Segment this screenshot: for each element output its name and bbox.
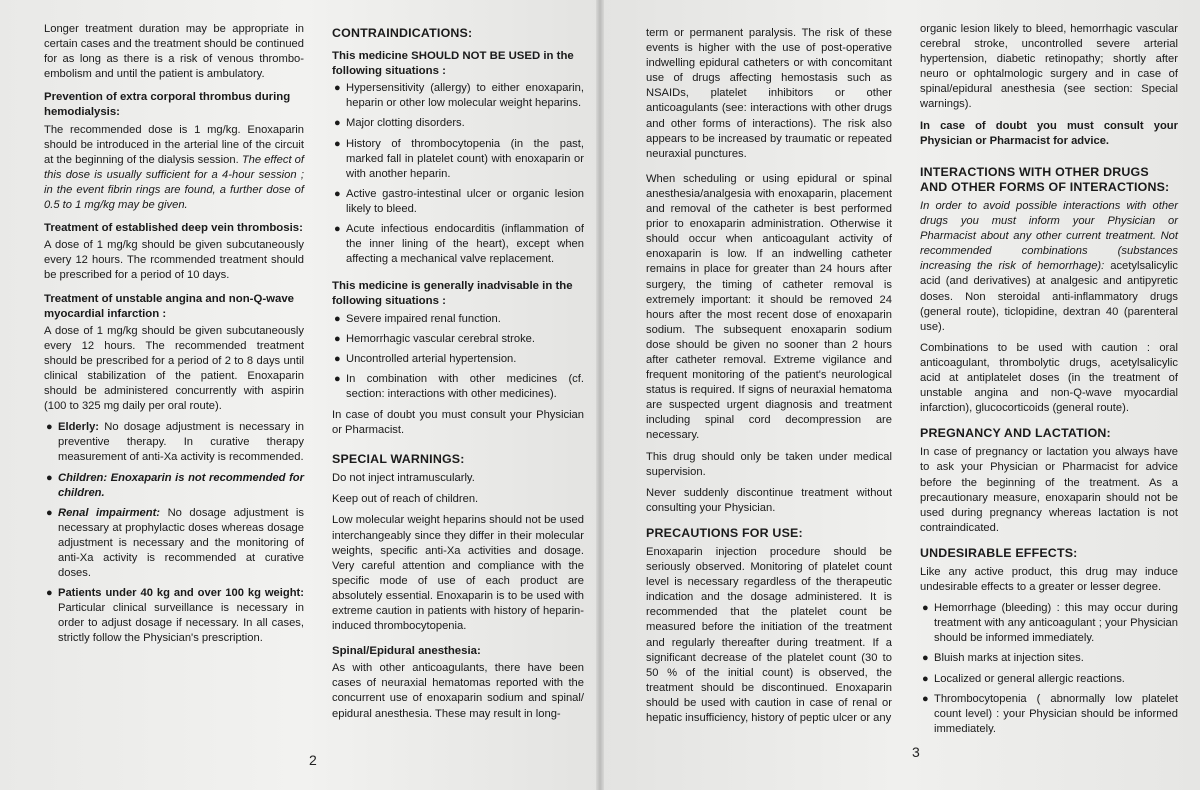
special-warnings-heading: SPECIAL WARNINGS: [332, 452, 465, 467]
scheduling-text: When scheduling or using epidural or spinal anesthesia/analgesia with enoxaparin, placement and removal of the catheter is best performed prior to enoxaparin administration. Otherwise it should occur when anticoagulant activity of enoxaparin is low. If an indwelling catheter remains in place for greater than 24 hours after surgery, the timing of catheter removal is extremely important: it should be removed 24 hours after the most recent dose of enoxaparin sodium. The subsequent enoxaparin sodium dose should be given no sooner than 2 hours after catheter removal. Extreme vigilance and frequent monitoring of the patient's neurological status is required. If signs of neuraxial hematoma are suspected urgent diagnosis and treatment including spinal cord decompression are necessary. [646, 172, 892, 442]
list-item: ● Hypersensitivity (allergy) to either enoxaparin, heparin or other low molecular weight heparins. [334, 82, 584, 110]
watermark [0, 342, 1200, 398]
dvt-text: A dose of 1 mg/kg should be given subcutaneously every 12 hours. The rcommended treatment should be prescribed for a period of 10 days. [44, 239, 304, 282]
spinal-text: As with other anticoagulants, there have been cases of neuraxial hematomas reported with the concurrent use of enoxaparin sodium and spinal/ epidural anesthesia. These may result in long- [332, 662, 584, 720]
pregnancy-text: In case of pregnancy or lactation you always have to ask your Physician or Pharmacist for advice before the beginning of the treatment. As a precautionary measure, enoxaparin should not be used during pregnancy whereas lactation is not contraindicated. [920, 446, 1178, 534]
paralysis-text: term or permanent paralysis. The risk of these events is higher with the use of post-operative indwelling epidural catheters or with concomitant use of drugs affecting hemostasis such as NSAIDs, platelet inhibitors or other anticoagulants (see: interactions with other drugs and other forms of interactions). The risk also appears to be increased by traumatic or repeated neuraxial punctures. [646, 27, 892, 160]
bullet-icon: ● [334, 117, 341, 130]
list-item: ● Hemorrhage (bleeding) : this may occur during treatment with any anticoagulant ; your Physician should be informed immediately. [922, 602, 1178, 645]
pregnancy-heading: PREGNANCY AND LACTATION: [920, 426, 1111, 441]
consult-note: In case of doubt you must consult your Physician or Pharmacist for advice. [920, 119, 1178, 147]
list-item: ● History of thrombocytopenia (in the past, marked fall in platelet count) with enoxaparin or with another heparin. [334, 137, 584, 180]
warning-1: Do not inject intramuscularly. [332, 472, 475, 485]
warning-3: Low molecular weight heparins should not be used interchangeably since they differ in their molecular weights, specific anti-Xa activities and dosage. Very careful attention and compliance with the specific mode of use of each product are absolutely essential. Enoxaparin is to be used with extreme caution in patients with history of heparin-induced thrombocytopenia. [332, 514, 584, 633]
bullet-icon: ● [334, 372, 341, 385]
list-item-children: ● Children: Enoxaparin is not recommended for children. [46, 471, 304, 499]
bullet-icon: ● [334, 312, 341, 325]
doubt-note: In case of doubt you must consult your Physician or Pharmacist. [332, 408, 584, 437]
list-item: ● Acute infectious endocarditis (inflammation of the inner lining of the heart), except when affecting a mechanical valve replacement. [334, 223, 584, 266]
list-item-elderly: ● Elderly: No dosage adjustment is necessary in preventive therapy. In curative therapy measurement of anti-Xa activity is recommended. [46, 421, 305, 464]
bullet-icon: ● [46, 421, 53, 434]
inadvisable-subheading: This medicine is generally inadvisable in the following situations : [332, 280, 573, 308]
interactions-text: In order to avoid possible interactions with other drugs you must inform your Physician or Pharmacist about any other current treatment. Not recommended combinations (substances increasing the risk of hemorrhage): acetylsalicylic acid (and derivatives) at analgesic and antipyretic doses. Non steroidal anti-inflammatory drugs (general route), ticlopidine, dextran 40 (parenteral use). [920, 199, 1178, 333]
hemodialysis-heading: Prevention of extra corporal thrombus during hemodialysis: [44, 91, 291, 119]
bullet-icon: ● [334, 187, 341, 200]
list-item: ● Major clotting disorders. [332, 116, 584, 131]
bullet-icon: ● [334, 332, 341, 345]
list-item: ● Localized or general allergic reactions. [920, 672, 1178, 687]
list-item: ● Bluish marks at injection sites. [920, 651, 1178, 666]
bullet-icon: ● [46, 506, 53, 519]
organic-lesion-text: organic lesion likely to bleed, hemorrhagic vascular cerebral stroke, uncontrolled severe arterial hypertension, diabetic retinopathy; shortly after neuro or ophtalmologic surgery and in case of spinal/epidural anesthesia (see section: Special warnings). [920, 23, 1178, 111]
bullet-icon: ● [334, 82, 341, 95]
bullet-icon: ● [46, 471, 53, 484]
contraindications-subheading: This medicine SHOULD NOT BE USED in the following situations : [332, 50, 574, 78]
dvt-heading: Treatment of established deep vein thrombosis: [44, 222, 303, 235]
discontinue-text: Never suddenly discontinue treatment without consulting your Physician. [646, 486, 892, 514]
precautions-heading: PRECAUTIONS FOR USE: [646, 525, 803, 540]
contraindications-list [332, 81, 584, 267]
list-item-weight: ● Patients under 40 kg and over 100 kg weight: Particular clinical surveillance is necessary in order to adjust dosage if necessary. In all cases, strictly follow the Physician's prescription. [46, 587, 304, 645]
bullet-icon: ● [922, 692, 929, 705]
hemodialysis-text: The recommended dose is 1 mg/kg. Enoxaparin should be introduced in the arterial line of the circuit at the beginning of the dialysis session. The effect of this dose is usually sufficient for a 4-hour session ; in the event fibrin rings are found, a further dose of 0.5 to 1 mg/kg may be given. [44, 123, 305, 212]
angina-text: A dose of 1 mg/kg should be given subcutaneously every 12 hours. The recommended treatment should be prescribed for a period of 2 to 8 days until clinical stabilization of the patient. Enoxaparin should be administered concurrently with aspirin (100 to 325 mg daily per oral route). [44, 324, 304, 413]
page-number-right: 3 [912, 744, 920, 760]
column-1 [44, 22, 304, 653]
warning-2: Keep out of reach of children. [332, 493, 479, 506]
intro-paragraph: Longer treatment duration may be appropriate in certain cases and the treatment should be continued for as long as there is a risk of venous thrombo-embolism and until the patient is ambulatory. [44, 23, 304, 81]
bullet-icon: ● [334, 352, 341, 365]
list-item: ● Uncontrolled arterial hypertension. [332, 352, 584, 367]
page-number-left: 2 [309, 752, 317, 768]
undesirable-effects-heading: UNDESIRABLE EFFECTS: [920, 545, 1078, 560]
list-item-renal: ● Renal impairment: No dosage adjustment is necessary at prophylactic doses whereas dosage adjustment is necessary and the monitoring of anti-Xa activity is recommended at curative doses. [46, 506, 304, 580]
bullet-icon: ● [922, 602, 929, 615]
bullet-icon: ● [922, 652, 929, 665]
list-item: ● Thrombocytopenia ( abnormally low platelet count level) : your Physician should be informed immediately. [922, 692, 1178, 735]
precautions-text: Enoxaparin injection procedure should be seriously observed. Monitoring of platelet count level is necessary regardless of the therapeutic indication and the dosage administered. It is recommended that the platelet count be measured before the initiation of the treatment and regularly thereafter during treatment. If a significant decrease of the platelet count (30 to 50 % of the initial count) is observed, the treatment should be discontinued. Enoxaparin should be used with caution in case of renal or hepatic insufficiency, history of peptic ulcer or any [646, 546, 892, 725]
spinal-heading: Spinal/Epidural anesthesia: [332, 645, 481, 658]
contraindications-heading: CONTRAINDICATIONS: [332, 26, 473, 40]
list-item: ● Active gastro-intestinal ulcer or organic lesion likely to bleed. [334, 187, 584, 215]
bullet-icon: ● [334, 223, 341, 236]
bullet-icon: ● [46, 587, 53, 600]
undesirable-effects-list [920, 601, 1178, 737]
interactions-heading: INTERACTIONS WITH OTHER DRUGS AND OTHER FORMS OF INTERACTIONS: [920, 164, 1170, 194]
list-item: ● In combination with other medicines (cf. section: interactions with other medicines). [334, 372, 584, 400]
medical-supervision-text: This drug should only be taken under medical supervision. [646, 450, 892, 478]
list-item: ● Hemorrhagic vascular cerebral stroke. [332, 332, 584, 347]
combinations-text: Combinations to be used with caution : oral anticoagulant, thrombolytic drugs, acetylsalicylic acid at antiplatelet doses (in the treatment of unstable angina and non-Q-wave myocardial infarction), glucocorticoids (general route). [920, 341, 1178, 415]
angina-heading: Treatment of unstable angina and non-Q-wave myocardial infarction : [44, 292, 294, 320]
undesirable-effects-text: Like any active product, this drug may induce undesirable effects to a greater or lesser degree. [920, 566, 1178, 594]
special-populations-list [44, 420, 304, 646]
list-item: ● Severe impaired renal function. [332, 312, 584, 327]
bullet-icon: ● [922, 672, 929, 685]
bullet-icon: ● [334, 137, 341, 150]
